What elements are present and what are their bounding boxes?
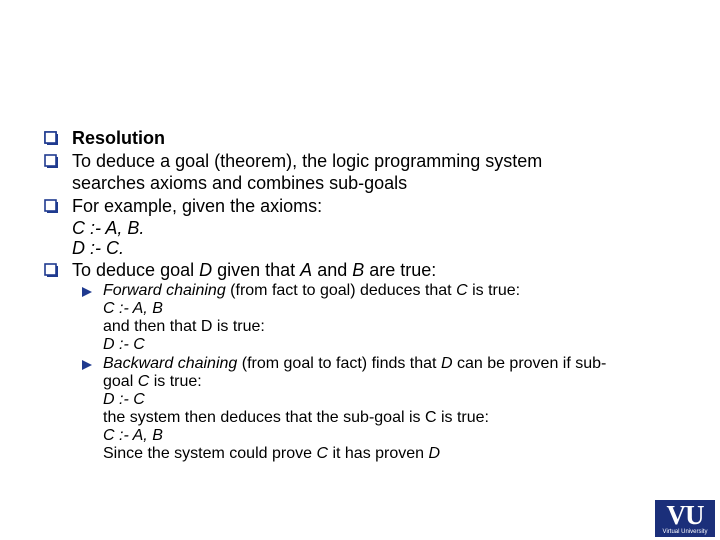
backward-chaining-line1: Backward chaining (from goal to fact) finds that D can be proven if sub- [103, 355, 607, 372]
forward-chaining-line4: D :- C [103, 336, 145, 353]
backward-chaining-line2: goal C is true: [103, 373, 202, 390]
backward-chaining-line6: Since the system could prove C it has proven D [103, 445, 441, 462]
forward-chaining-line2: C :- A, B [103, 300, 163, 317]
forward-chaining-line1: Forward chaining (from fact to goal) deduces that C is true: [103, 282, 521, 299]
virtual-university-logo [655, 500, 715, 537]
arrow-bullet-icon [82, 287, 92, 297]
checkbox-bullet-icon [44, 263, 58, 277]
axiom-text: C :- A, B. [72, 218, 145, 238]
bullet-text: Resolution [72, 128, 165, 148]
logo-mark: VU [666, 500, 704, 530]
backward-chaining-line3: D :- C [103, 391, 145, 408]
checkbox-bullet-icon [44, 199, 58, 213]
backward-chaining-line4: the system then deduces that the sub-goal is C is true: [103, 409, 489, 426]
logo-subtitle: Virtual University [662, 529, 708, 535]
backward-chaining-line5: C :- A, B [103, 427, 163, 444]
bullet-text: For example, given the axioms: [72, 196, 323, 216]
axiom-text: D :- C. [72, 238, 124, 258]
checkbox-bullet-icon [44, 154, 58, 168]
bullet-text: To deduce goal D given that A and B are true: [72, 260, 437, 280]
arrow-bullet-icon [82, 360, 92, 370]
checkbox-bullet-icon [44, 131, 58, 145]
forward-chaining-line3: and then that D is true: [103, 318, 265, 335]
bullet-text: To deduce a goal (theorem), the logic programming system [72, 151, 543, 171]
bullet-text: searches axioms and combines sub-goals [72, 173, 408, 193]
